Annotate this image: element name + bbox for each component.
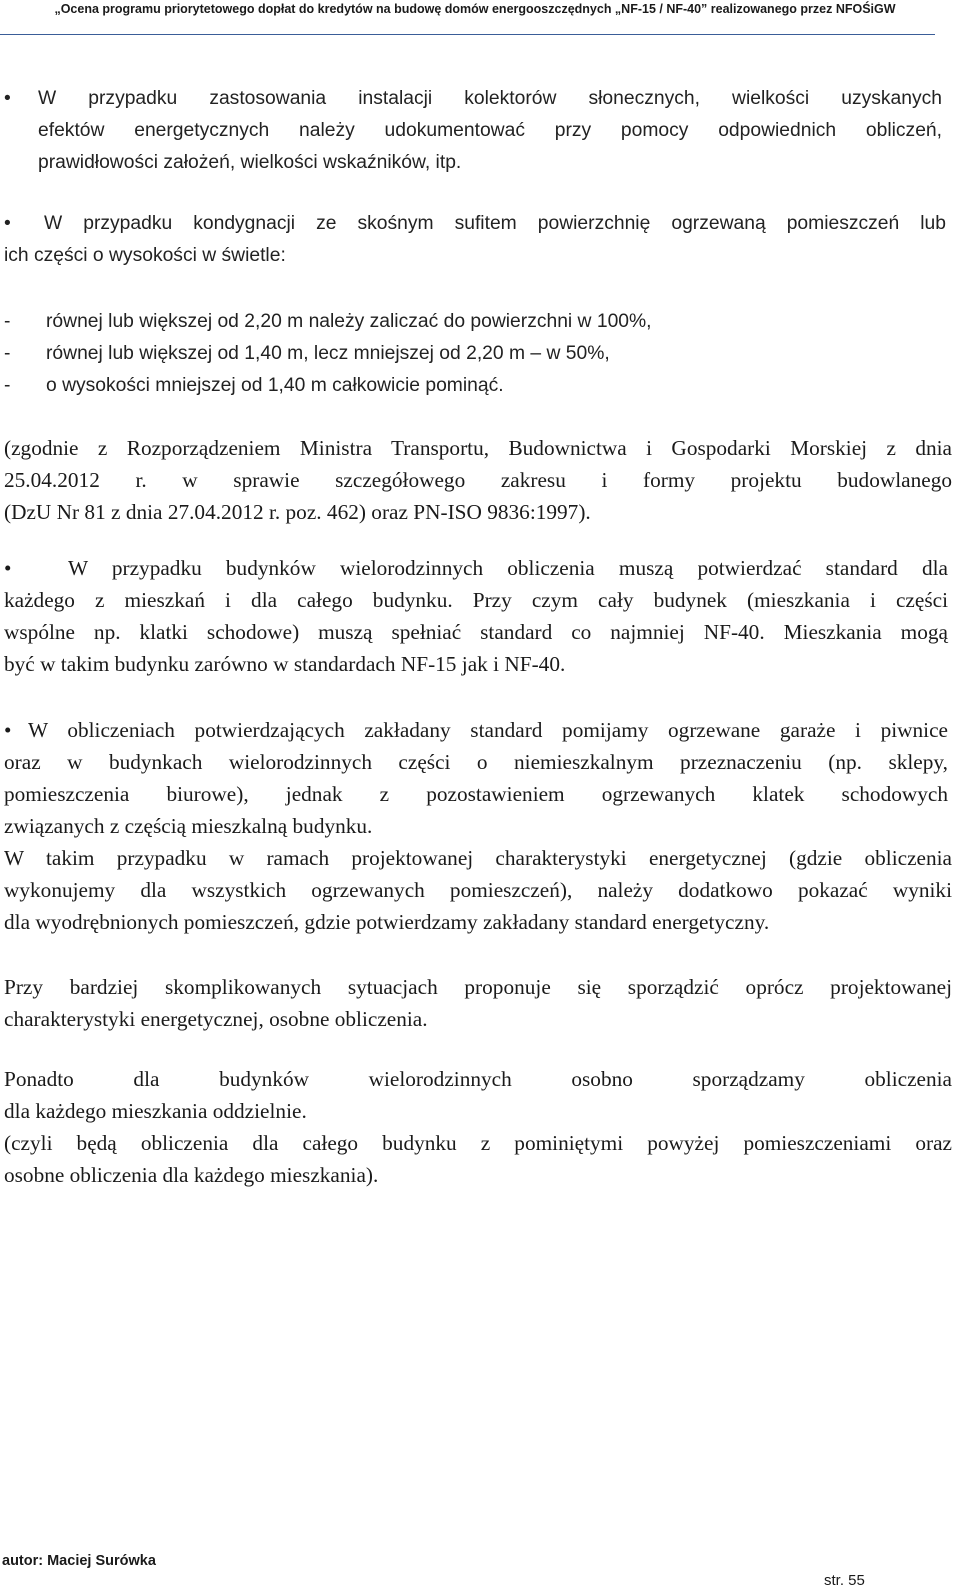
paragraph-line: (DzU Nr 81 z dnia 27.04.2012 r. poz. 462) oraz PN-ISO 9836:1997). [4,500,591,524]
paragraph-line: oraz w budynkach wielorodzinnych części o niemieszkalnym przeznaczeniu (np. sklepy, [4,750,948,774]
paragraph-line: 25.04.2012 r. w sprawie szczegółowego zakresu i formy projektu budowlanego [4,468,952,492]
page-number: str. 55 [824,1572,865,1589]
footer-author: autor: Maciej Surówka [2,1553,156,1569]
paragraph-line: każdego z mieszkań i dla całego budynku. Przy czym cały budynek (mieszkania i części [4,588,948,612]
paragraph-complex-situations [4,971,952,1035]
bullet-excluded-spaces [4,714,948,842]
paragraph-line: (czyli będą obliczenia dla całego budynku z pominiętymi powyżej pomieszczeniami oraz [4,1131,952,1155]
paragraph-line: efektów energetycznych należy udokumentować przy pomocy odpowiednich obliczeń, [38,120,942,141]
dash-item: - o wysokości mniejszej od 1,40 m całkowicie pominąć. [4,375,504,396]
bullet-sloped-ceiling [4,208,946,272]
paragraph-line: związanych z częścią mieszkalną budynku. [4,814,373,838]
paragraph-line: (zgodnie z Rozporządzeniem Ministra Transportu, Budownictwa i Gospodarki Morskiej z dnia [4,436,952,460]
document-header: „Ocena programu priorytetowego dopłat do kredytów na budowę domów energooszczędnych „NF-15 / NF-40” realizowanego przez NFOŚiGW [54,2,896,16]
header-rule [0,34,935,35]
paragraph-line: pomieszczenia biurowe), jednak z pozostawieniem ogrzewanych klatek schodowych [4,782,948,806]
paragraph-line: W przypadku zastosowania instalacji kolektorów słonecznych, wielkości uzyskanych [38,88,942,109]
paragraph-line: dla wyodrębnionych pomieszczeń, gdzie potwierdzamy zakładany standard energetyczny. [4,910,770,934]
bullet-multifamily [4,552,948,680]
bullet-icon: • [4,213,11,234]
paragraph-line: W przypadku kondygnacji ze skośnym sufitem powierzchnię ogrzewaną pomieszczeń lub [44,213,946,234]
paragraph-line: Ponadto dla budynków wielorodzinnych osobno sporządzamy obliczenia [4,1067,952,1091]
bullet-icon: • [4,88,11,109]
paragraph-takim-przypadku [4,842,952,938]
regulation-paragraph [4,432,952,528]
paragraph-line: W przypadku budynków wielorodzinnych obliczenia muszą potwierdzać standard dla [68,556,948,580]
paragraph-line: charakterystyki energetycznej, osobne obliczenia. [4,1007,428,1031]
bullet-solar-collectors [4,83,946,179]
paragraph-line: osobne obliczenia dla każdego mieszkania). [4,1163,379,1187]
paragraph-line: W takim przypadku w ramach projektowanej charakterystyki energetycznej (gdzie obliczenia [4,846,952,870]
paragraph-line: prawidłowości założeń, wielkości wskaźników, itp. [38,152,462,173]
paragraph-line: wspólne np. klatki schodowe) muszą spełniać standard co najmniej NF-40. Mieszkania mogą [4,620,948,644]
dash-item: - równej lub większej od 2,20 m należy zaliczać do powierzchni w 100%, [4,311,652,332]
paragraph-line: ich części o wysokości w świetle: [4,245,286,266]
paragraph-ponadto [4,1063,952,1191]
paragraph-line: W obliczeniach potwierdzających zakładany standard pomijamy ogrzewane garaże i piwnice [28,718,948,742]
paragraph-line: być w takim budynku zarówno w standardach NF-15 jak i NF-40. [4,652,566,676]
dash-item: - równej lub większej od 1,40 m, lecz mniejszej od 2,20 m – w 50%, [4,343,610,364]
bullet-icon: • [4,718,12,742]
paragraph-line: dla każdego mieszkania oddzielnie. [4,1099,307,1123]
bullet-icon: • [4,556,12,580]
paragraph-line: Przy bardziej skomplikowanych sytuacjach proponuje się sporządzić oprócz projektowanej [4,975,952,999]
paragraph-line: wykonujemy dla wszystkich ogrzewanych pomieszczeń), należy dodatkowo pokazać wyniki [4,878,952,902]
